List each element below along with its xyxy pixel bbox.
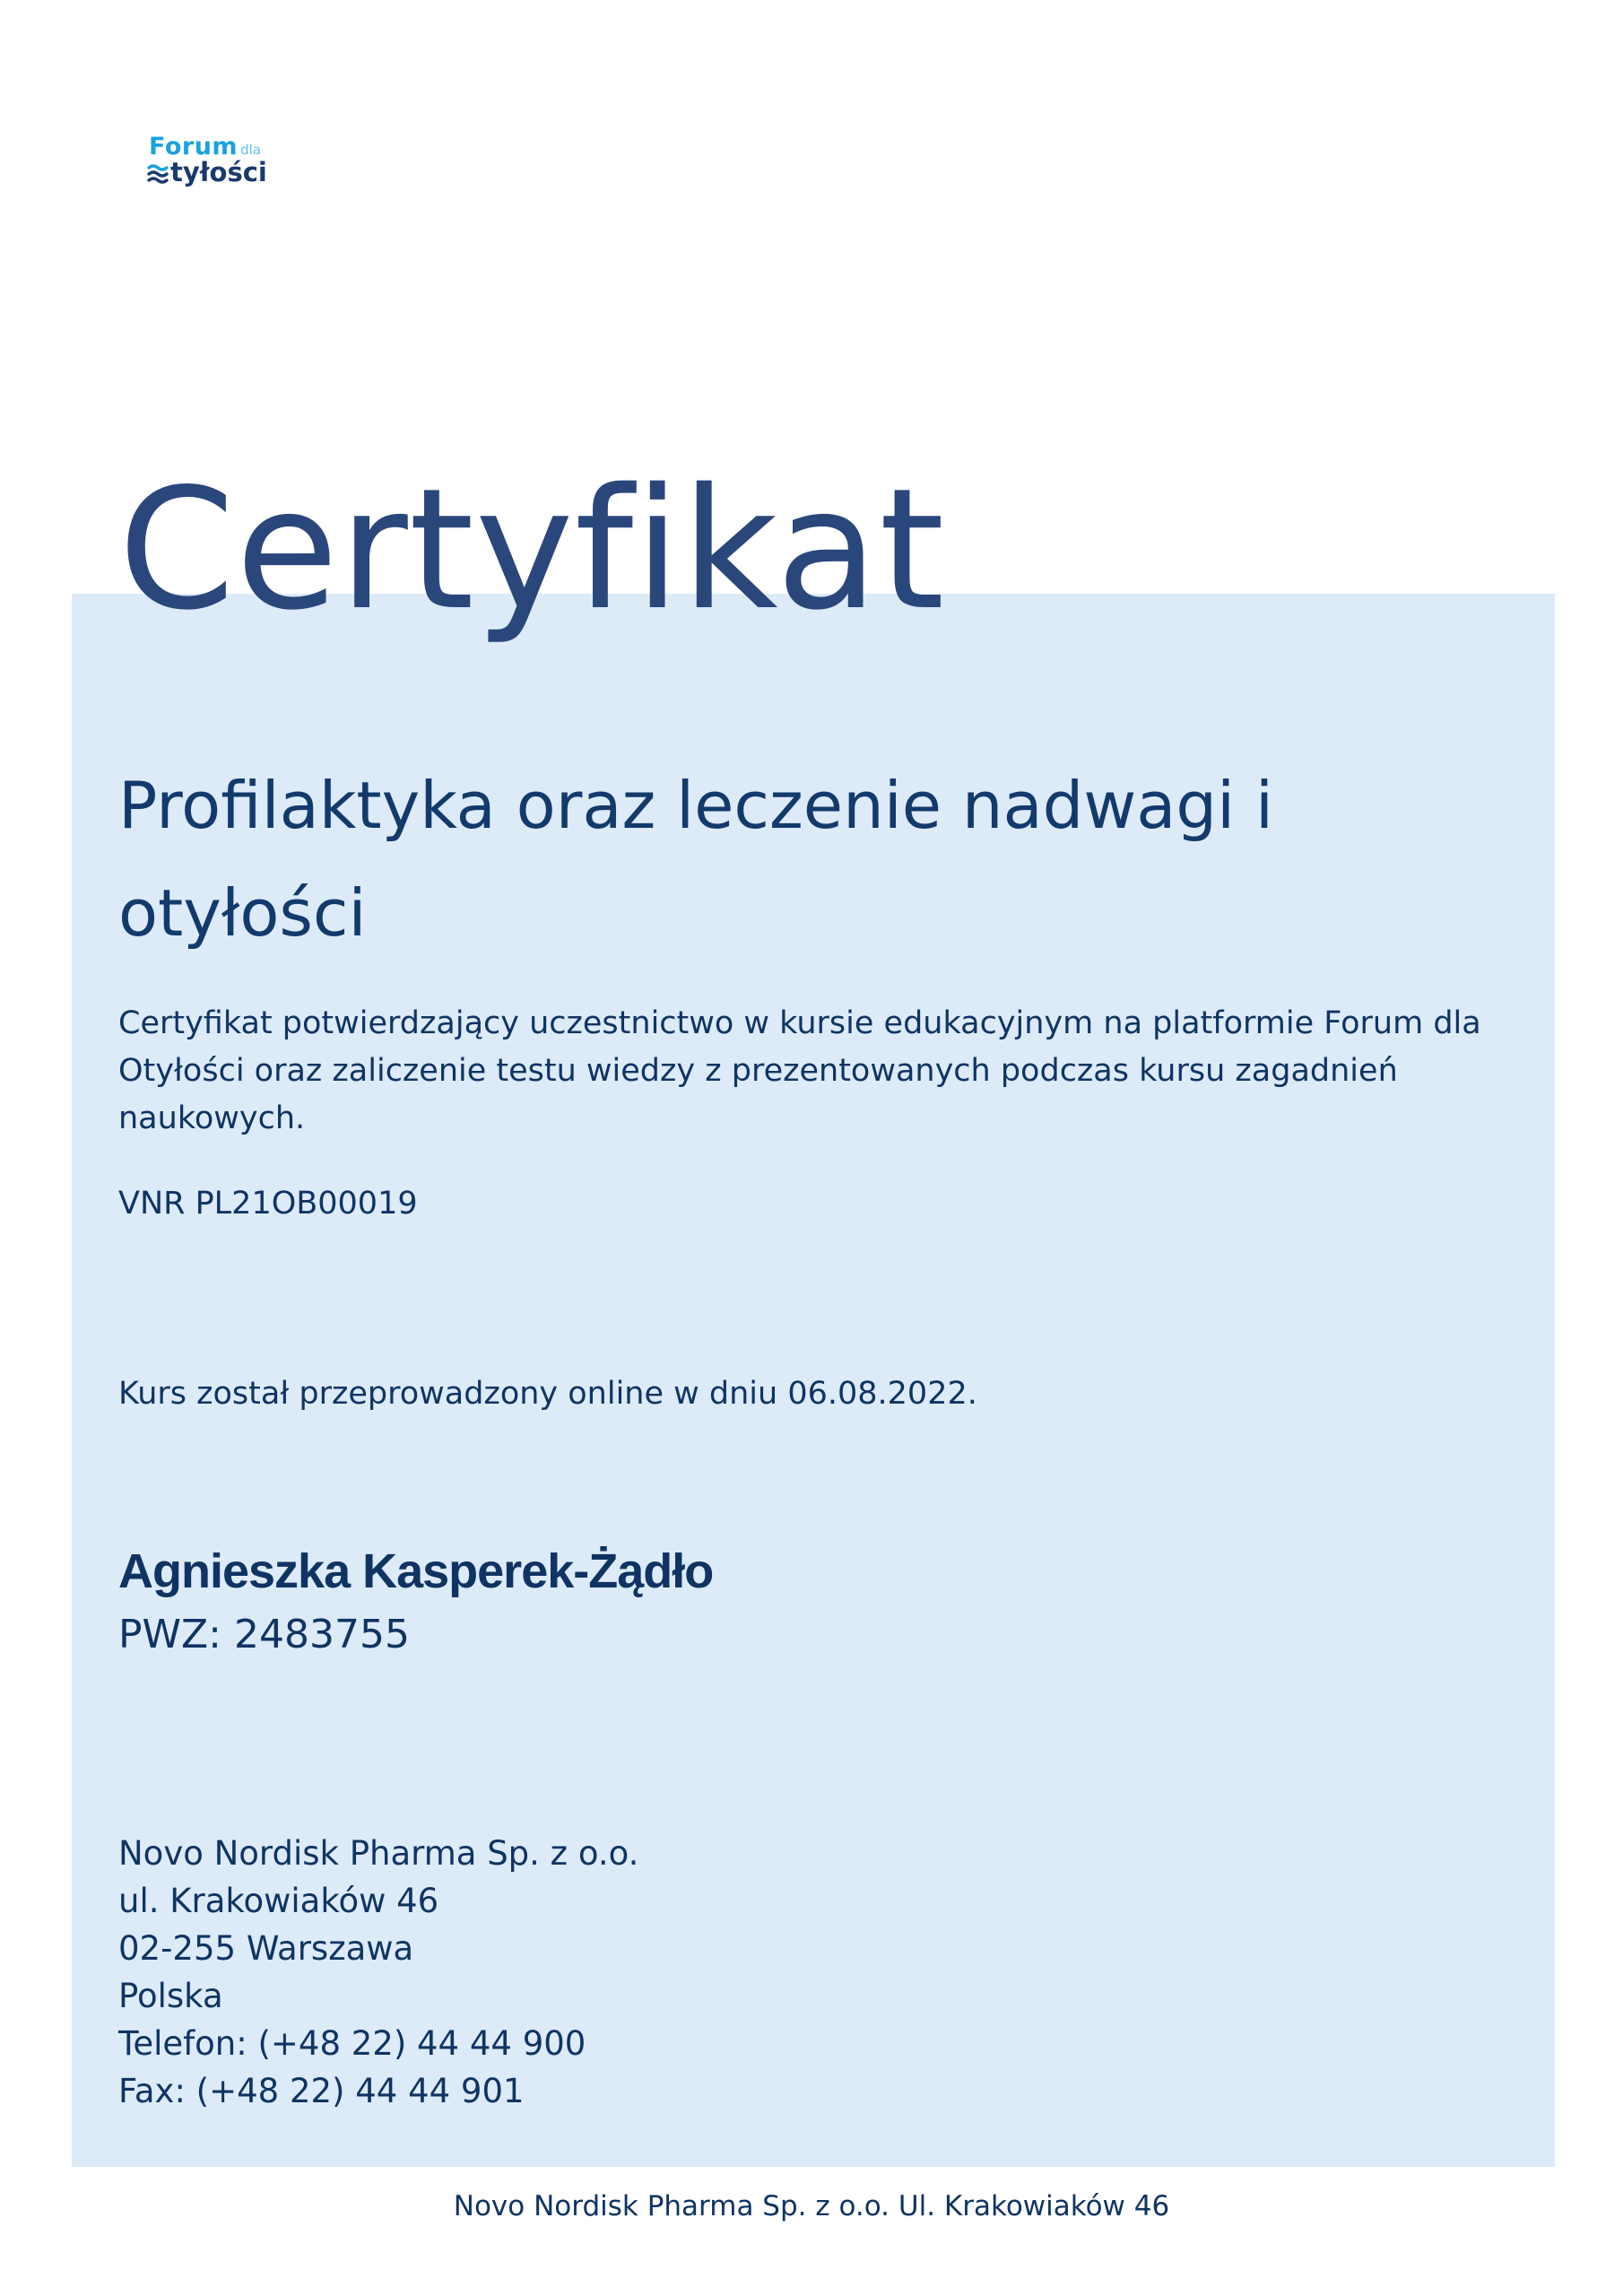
forum-logo — [146, 133, 290, 190]
issuer-street: ul. Krakowiaków 46 — [118, 1882, 439, 1920]
logo-tylosci-text: tyłości — [170, 157, 267, 187]
certificate-title: Certyfikat — [118, 452, 946, 647]
recipient-name: Agnieszka Kasperek-Żądło — [118, 1544, 714, 1598]
issuer-address — [118, 1830, 638, 2115]
recipient-pwz: PWZ: 2483755 — [118, 1612, 410, 1657]
vnr-code: VNR PL21OB00019 — [118, 1186, 418, 1222]
issuer-phone: Telefon: (+48 22) 44 44 900 — [118, 2024, 586, 2063]
issuer-country: Polska — [118, 1977, 223, 2015]
logo-dla-text: dla — [240, 142, 261, 158]
issuer-city: 02-255 Warszawa — [118, 1929, 414, 1968]
issuer-fax: Fax: (+48 22) 44 44 901 — [118, 2072, 525, 2110]
page-footer: Novo Nordisk Pharma Sp. z o.o. Ul. Krakowiaków 46 — [453, 2190, 1170, 2222]
logo-bottom-line — [146, 157, 267, 187]
course-date-info: Kurs został przeprowadzony online w dniu 06.08.2022. — [118, 1376, 977, 1412]
logo-forum-text: Forum — [149, 133, 239, 161]
waves-icon — [146, 161, 169, 185]
issuer-company: Novo Nordisk Pharma Sp. z o.o. — [118, 1834, 639, 1873]
course-subtitle: Profilaktyka oraz leczenie nadwagi i otyłości — [118, 768, 1273, 951]
certificate-description: Certyfikat potwierdzający uczestnictwo w kursie edukacyjnym na platformie Forum dla Otyłości oraz zaliczenie testu wiedzy z prezentowanych podczas kursu zagadnień naukowych. — [118, 1005, 1481, 1136]
